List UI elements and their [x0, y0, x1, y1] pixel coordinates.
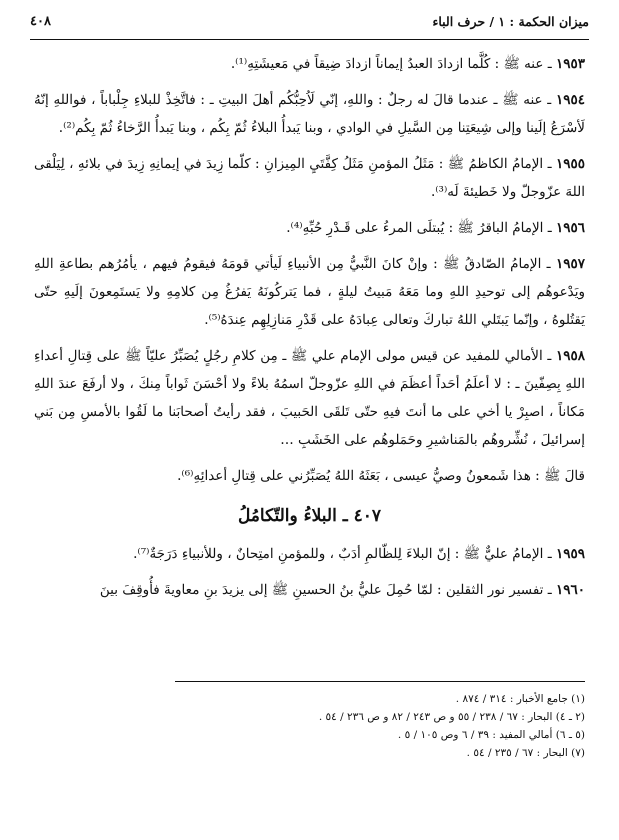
hadith-entry-continuation	[34, 462, 585, 490]
entry-text: ـ الإمامُ عليٌّ ﷺ : إنّ البلاءَ لِلظّالمِ أدَبٌ ، وللمؤمنِ امتِحانٌ ، وللأنبياءِ دَرَجَةٌ⁽⁷⁾.	[133, 546, 552, 562]
entry-number: ١٩٥٧	[555, 256, 585, 272]
header-rule	[30, 39, 589, 40]
entry-text: قالَ ﷺ : هذا شَمعونُ وصيُّ عيسى ، بَعَثَهُ اللهُ يُصَبِّرُني على قِتالِ أعدائِهِ⁽⁶⁾.	[177, 468, 585, 484]
entry-number: ١٩٥٥	[555, 156, 585, 172]
hadith-entry	[34, 576, 585, 604]
hadith-entry	[34, 150, 585, 206]
entry-number: ١٩٥٨	[555, 348, 585, 364]
hadith-entry	[34, 86, 585, 142]
page-header	[30, 14, 589, 36]
chapter-title: ـ البلاءُ والتّكامُلُ	[237, 506, 348, 526]
entry-number: ١٩٥٣	[555, 56, 585, 72]
hadith-entry	[34, 342, 585, 454]
entry-number: ١٩٦٠	[555, 582, 585, 598]
entry-text: ـ الأمالي للمفيد عن قيس مولى الإمام علي ﷺ ـ مِن كلامِ رجُلٍ يُصَبِّرُ عليّاً ﷺ على قِتالِ أعداءِ اللهِ بِصِفّينَ ـ : لا أعلَمُ أحَداً أعظَمَ في اللهِ عزّوجلّ اسمُهُ بلاءً ولا أحْسَنَ ثَواباً مِنكَ ، ولا أرفَعَ عندَ اللهِ مَكاناً ، اصبِرْ يا أخي على ما أنتَ فيهِ حتّى تَلقَى الحَبيبَ ، فقد رأيتُ أصحابَنا ما لَقُوا بالأمسِ مِن بَني إسرائيلَ ، نُشِّروهُم بالمَناشيرِ وحَمَلوهُم على الخَشَبِ …	[34, 348, 585, 448]
footnote: (٥ ـ ٦) أمالي المفيد : ٣٩ / ٦ وص ١٠٥ / ٥ .	[397, 729, 585, 741]
chapter-heading	[34, 502, 585, 530]
footnote: (٢ ـ ٤) البحار : ٦٧ / ٢٣٨ / ٥٥ و ص ٢٤٣ / ٨٢ و ص ٢٣٦ / ٥٤ .	[318, 711, 585, 723]
footnote: (١) جامع الأخبار : ٣١٤ / ٨٧٤ .	[455, 693, 585, 705]
entry-text: ـ الإمامُ الصّادقُ ﷺ : وإنْ كانَ النَّبيُّ مِن الأنبياءِ لَيأتي قومَهُ فيقومُ فيهم ، يأمُرُهم بطاعةِ اللهِ ويَدْعوهُم إلى توحيدِ اللهِ وما مَعَهُ مَبيتُ ليلةٍ ، فما يَتركُونَهُ يَفرُغُ مِن كلامِهِ ولا يَستَمِعونَ إلَيهِ حتّى يَقتُلوهُ ، وإنّما يَبتَلي اللهُ تباركَ وتعالى عِبادَهُ على قَدْرِ مَنازِلِهِم عِندَهُ⁽⁵⁾.	[34, 256, 585, 328]
body-text	[34, 50, 585, 612]
hadith-entry	[34, 50, 585, 78]
running-title: ميزان الحكمة : ١ / حرف الباء	[432, 14, 589, 29]
entry-text: ـ الإمامُ الباقرُ ﷺ : يُبتلَى المرءُ على قَـدْرِ حُبِّهِ⁽⁴⁾.	[286, 220, 552, 236]
entry-number: ١٩٥٦	[555, 220, 585, 236]
hadith-entry	[34, 540, 585, 568]
entry-number: ١٩٥٤	[555, 92, 585, 108]
footnote: (٧) البحار : ٦٧ / ٢٣٥ / ٥٤ .	[466, 747, 585, 759]
page-number: ٤٠٨	[30, 14, 51, 29]
chapter-number: ٤٠٧	[353, 506, 382, 526]
entry-number: ١٩٥٩	[555, 546, 585, 562]
entry-text: ـ عنه ﷺ ـ عندما قالَ له رجلٌ : واللهِ، إنّي لَاُحِبُّكُم أهلَ البيتِ ـ : فاتَّخِذْ للبلاءِ جِلْباباً ، فواللهِ إنّهُ لَأسْرَعُ إلَينا وإلى شِيعَتِنا مِن السَّيلِ في الوادي ، وبنا يَبدأُ البلاءُ ثُمّ بِكُم ، وبنا يَبدأُ الرَّخاءُ ثُمّ بِكُم⁽²⁾.	[34, 92, 585, 136]
entry-text: ـ عنه ﷺ : كُلَّما ازدادَ العبدُ إيماناً ازدادَ ضِيقاً في مَعيشَتِهِ⁽¹⁾.	[230, 56, 552, 72]
footnote-rule	[175, 681, 585, 682]
hadith-entry	[34, 214, 585, 242]
entry-text: ـ الإمامُ الكاظمُ ﷺ : مَثَلُ المؤمنِ مَثَلُ كِفَّتَيِ المِيزانِ : كلّما زِيدَ في إيمانِهِ زِيدَ في بلائهِ ، لِيَلْقى اللهَ عزّوجلّ ولا خَطيئةَ لَه⁽³⁾.	[34, 156, 585, 200]
footnotes	[34, 690, 585, 762]
hadith-entry	[34, 250, 585, 334]
entry-text: ـ تفسير نور الثقلين : لمّا حُمِلَ عليُّ بنُ الحسينِ ﷺ إلى يزيدَ بنِ معاويةَ فأُوقِفَ بينَ	[99, 582, 552, 598]
